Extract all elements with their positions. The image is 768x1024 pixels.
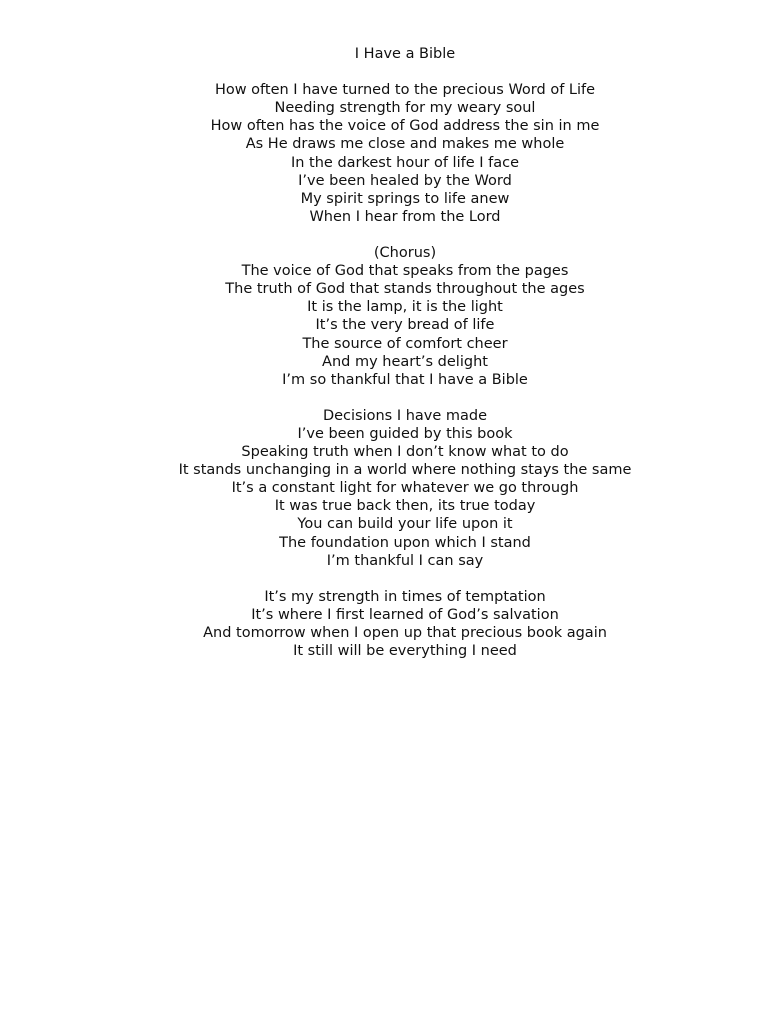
lyric-line: As He draws me close and makes me whole — [245, 136, 565, 153]
lyric-line: I’m thankful I can say — [326, 552, 484, 569]
lyric-line: Needing strength for my weary soul — [274, 100, 536, 117]
lyrics-body — [0, 81, 768, 660]
stanza-4 — [0, 588, 768, 660]
lyric-line: It was true back then, its true today — [274, 498, 536, 515]
document-page — [0, 45, 768, 678]
lyric-line: You can build your life upon it — [297, 516, 513, 533]
lyric-line: It’s my strength in times of temptation — [264, 588, 546, 605]
lyric-line: And my heart’s delight — [322, 353, 488, 370]
lyric-line: The foundation upon which I stand — [279, 534, 531, 551]
lyric-line: In the darkest hour of life I face — [290, 154, 520, 171]
lyric-line: It is the lamp, it is the light — [307, 299, 503, 316]
song-title: I Have a Bible — [354, 46, 456, 62]
lyric-line: It’s where I first learned of God’s salvation — [251, 606, 559, 623]
lyric-line: My spirit springs to life anew — [300, 190, 510, 207]
stanza-1 — [0, 81, 768, 226]
lyric-line: The voice of God that speaks from the pages — [241, 263, 569, 280]
lyric-line: Decisions I have made — [322, 407, 488, 424]
lyric-line: I’ve been guided by this book — [297, 425, 513, 442]
lyric-line: I’m so thankful that I have a Bible — [282, 371, 528, 388]
lyric-line: I’ve been healed by the Word — [298, 172, 512, 189]
lyric-line: And tomorrow when I open up that precious book again — [203, 625, 607, 641]
lyric-line: The source of comfort cheer — [302, 335, 508, 352]
stanza-2 — [0, 244, 768, 389]
stanza-3 — [0, 407, 768, 570]
lyric-line: How often I have turned to the precious Word of Life — [214, 82, 596, 99]
lyric-line: (Chorus) — [373, 245, 437, 262]
lyric-line: It’s the very bread of life — [315, 317, 495, 334]
lyric-line: When I hear from the Lord — [309, 208, 501, 225]
lyric-line: It still will be everything I need — [293, 643, 517, 660]
lyric-line: How often has the voice of God address the sin in me — [210, 118, 600, 135]
lyric-line: The truth of God that stands throughout the ages — [225, 281, 585, 298]
lyric-line: It stands unchanging in a world where nothing stays the same — [178, 462, 632, 479]
lyric-line: It’s a constant light for whatever we go through — [231, 480, 579, 497]
lyric-line: Speaking truth when I don’t know what to do — [241, 444, 569, 461]
